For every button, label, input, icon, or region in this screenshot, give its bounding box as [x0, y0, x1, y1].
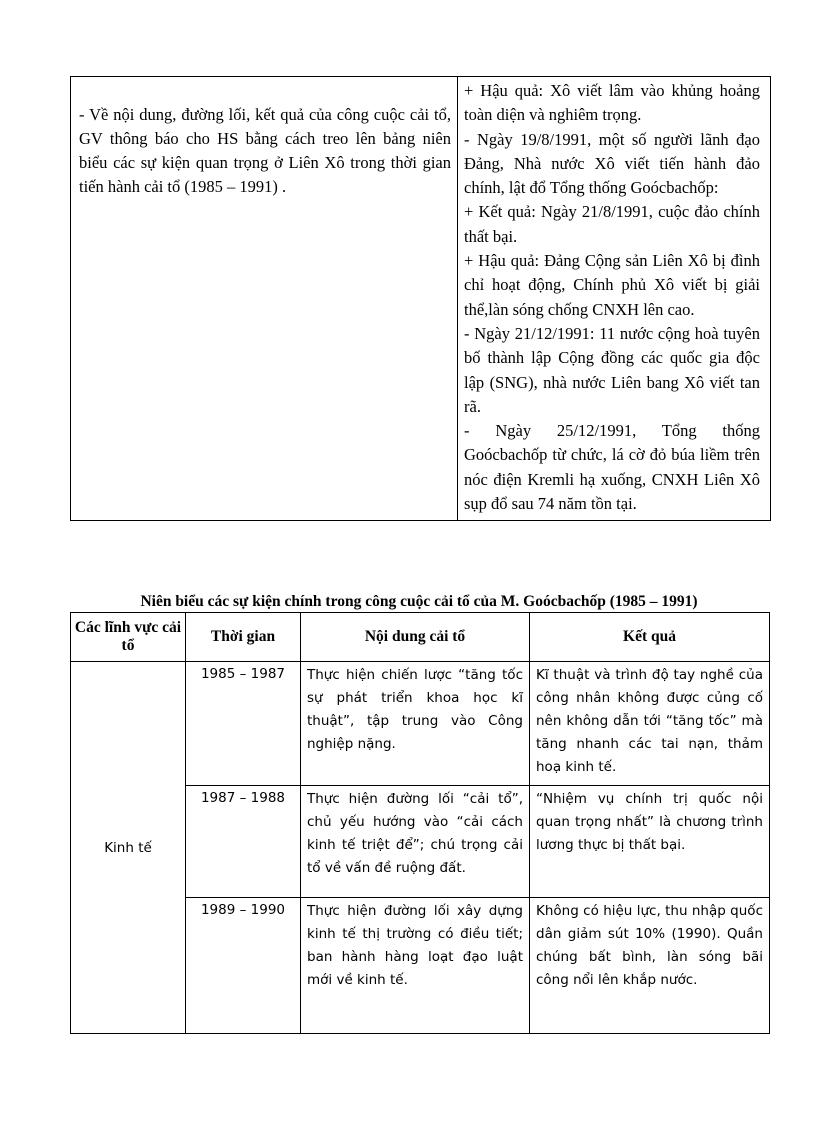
knowledge-text	[464, 79, 760, 516]
knowledge-cell	[458, 77, 771, 521]
table-row	[71, 662, 770, 786]
time-cell: 1987 – 1988	[186, 786, 301, 898]
knowledge-paragraph: - Ngày 21/12/1991: 11 nước cộng hoà tuyên bố thành lập Cộng đồng các quốc gia độc lập (SNG), nhà nước Liên bang Xô viết tan rã.	[464, 323, 760, 416]
teacher-activity-cell	[71, 77, 458, 521]
table-header-row	[71, 613, 770, 662]
time-cell: 1989 – 1990	[186, 898, 301, 1034]
header-time: Thời gian	[186, 613, 301, 662]
content-cell: Thực hiện đường lối xây dựng kinh tế thị trường có điều tiết; ban hành hàng loạt đạo luật mới về kinh tế.	[301, 898, 530, 1034]
knowledge-paragraph: + Kết quả: Ngày 21/8/1991, cuộc đảo chính thất bại.	[464, 202, 760, 246]
top-section-table	[70, 76, 771, 521]
table-caption: Niên biểu các sự kiện chính trong công cuộc cải tổ của M. Goócbachốp (1985 – 1991)	[140, 593, 698, 610]
knowledge-paragraph: + Hậu quả: Đảng Cộng sản Liên Xô bị đình chỉ hoạt động, Chính phủ Xô viết bị giải thể,làn sóng chống CNXH lên cao.	[464, 251, 760, 319]
content-cell: Thực hiện chiến lược “tăng tốc sự phát triển khoa học kĩ thuật”, tập trung vào Công nghiệp nặng.	[301, 662, 530, 786]
header-field: Các lĩnh vực cải tổ	[71, 613, 186, 662]
result-cell: “Nhiệm vụ chính trị quốc nội quan trọng nhất” là chương trình lương thực bị thất bại.	[530, 786, 770, 898]
knowledge-paragraph: - Ngày 19/8/1991, một số người lãnh đạo Đảng, Nhà nước Xô viết tiến hành đảo chính, lật đổ Tổng thống Goócbachốp:	[464, 129, 760, 198]
time-cell: 1985 – 1987	[186, 662, 301, 786]
knowledge-paragraph: - Ngày 25/12/1991, Tổng thống Goócbachốp từ chức, lá cờ đỏ búa liềm trên nóc điện Kremli hạ xuống, CNXH Liên Xô sụp đổ sau 74 năm tồn tại.	[464, 421, 760, 514]
field-cell: Kinh tế	[71, 662, 186, 1034]
result-cell: Không có hiệu lực, thu nhập quốc dân giảm sút 10% (1990). Quần chúng bất bình, làn sóng bãi công nổi lên khắp nước.	[530, 898, 770, 1034]
reform-chronology-table	[70, 612, 770, 1034]
result-cell: Kĩ thuật và trình độ tay nghề của công nhân không được củng cố nên không dẫn tới “tăng tốc” mà tăng nhanh các tai nạn, thảm hoạ kinh tế.	[530, 662, 770, 786]
header-content: Nội dung cải tổ	[301, 613, 530, 662]
content-cell: Thực hiện đường lối “cải tổ”, chủ yếu hướng vào “cải cách kinh tế triệt để”; chú trọng cải tổ về vấn đề ruộng đất.	[301, 786, 530, 898]
header-result: Kết quả	[530, 613, 770, 662]
teacher-activity-text: - Về nội dung, đường lối, kết quả của công cuộc cải tổ, GV thông báo cho HS bằng cách treo lên bảng niên biểu các sự kiện quan trọng ở Liên Xô trong thời gian tiến hành cải tổ (1985 – 1991) .	[79, 105, 451, 196]
knowledge-paragraph: + Hậu quả: Xô viết lâm vào khủng hoảng toàn diện và nghiêm trọng.	[464, 81, 760, 125]
